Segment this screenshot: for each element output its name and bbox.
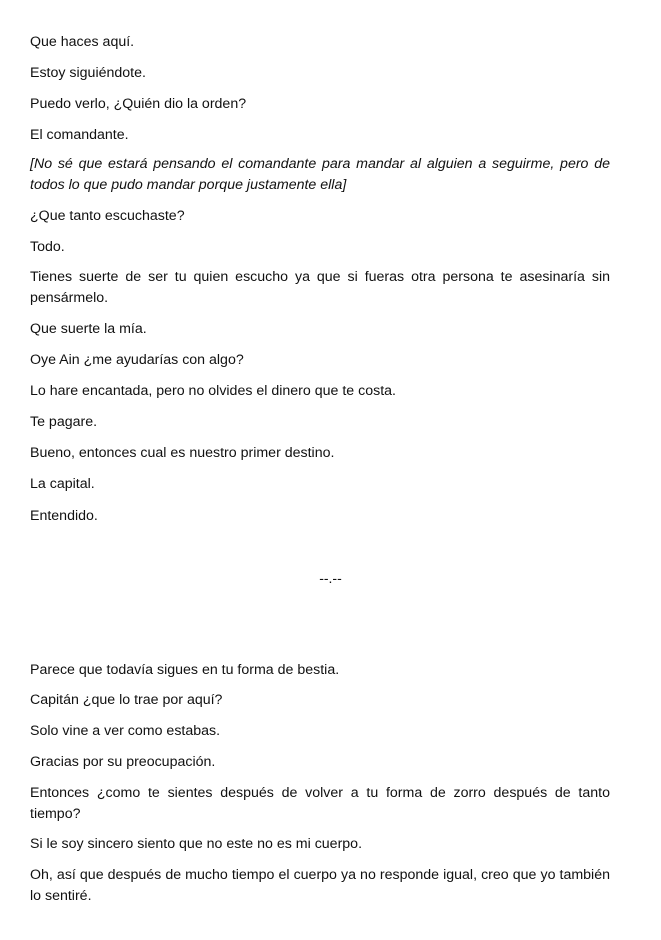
dialogue-line: Puedo verlo, ¿Quién dio la orden? bbox=[30, 96, 247, 112]
dialogue-line: Oh, así que después de mucho tiempo el cuerpo ya no responde igual, creo que yo también lo sentiré. bbox=[30, 867, 610, 904]
inner-thought-line: [No sé que estará pensando el comandante para mandar al alguien a seguirme, pero de todos lo que pudo mandar porque justamente ella] bbox=[30, 156, 610, 193]
dialogue-line: Estoy siguiéndote. bbox=[30, 65, 146, 81]
dialogue-line: Que suerte la mía. bbox=[30, 321, 147, 337]
dialogue-line: Si le soy sincero siento que no este no es mi cuerpo. bbox=[30, 836, 363, 852]
dialogue-line: Parece que todavía sigues en tu forma de bestia. bbox=[30, 662, 340, 678]
dialogue-line: Lo hare encantada, pero no olvides el dinero que te costa. bbox=[30, 383, 396, 399]
dialogue-line: Solo vine a ver como estabas. bbox=[30, 723, 221, 739]
dialogue-line: Que haces aquí. bbox=[30, 34, 135, 50]
dialogue-line: ¿Que tanto escuchaste? bbox=[30, 208, 185, 224]
dialogue-line: Oye Ain ¿me ayudarías con algo? bbox=[30, 352, 244, 368]
dialogue-line: Bueno, entonces cual es nuestro primer destino. bbox=[30, 445, 335, 461]
dialogue-line: Gracias por su preocupación. bbox=[30, 754, 216, 770]
dialogue-line: Te pagare. bbox=[30, 414, 98, 430]
dialogue-line: Entonces ¿como te sientes después de volver a tu forma de zorro después de tanto tiempo? bbox=[30, 785, 610, 822]
scene-separator: --.-- bbox=[319, 570, 342, 586]
dialogue-line: Capitán ¿que lo trae por aquí? bbox=[30, 692, 223, 708]
dialogue-line: Tienes suerte de ser tu quien escucho ya que si fueras otra persona te asesinaría sin pensármelo. bbox=[30, 269, 610, 306]
dialogue-line: El comandante. bbox=[30, 127, 129, 143]
dialogue-line: La capital. bbox=[30, 476, 95, 492]
dialogue-line: Todo. bbox=[30, 239, 65, 255]
dialogue-line: Entendido. bbox=[30, 508, 98, 524]
